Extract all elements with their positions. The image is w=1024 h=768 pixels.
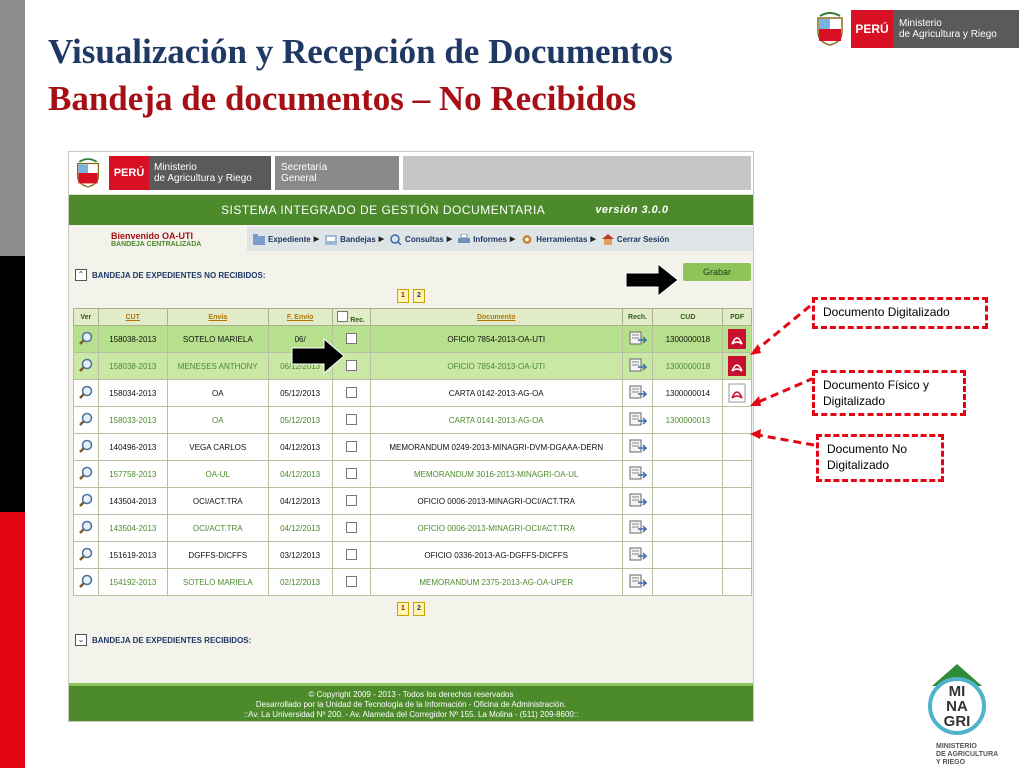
cell-ver[interactable] (74, 569, 99, 596)
cell-rech (622, 515, 653, 542)
cell-envia: MENESES ANTHONY (167, 353, 268, 380)
cell-fecha: 06/ (268, 326, 332, 353)
table-row (74, 326, 752, 353)
cell-rec (332, 569, 370, 596)
left-bar-gray (0, 0, 25, 256)
menu-cerrar-sesion-label: Cerrar Sesión (616, 234, 670, 244)
menu-expediente[interactable] (253, 234, 319, 245)
reject-document-icon[interactable] (629, 493, 647, 507)
cell-cud: 1300000018 (653, 353, 723, 380)
cell-cut: 140496-2013 (98, 434, 167, 461)
app-ministry-line1: Ministerio (154, 162, 197, 173)
receive-checkbox[interactable] (346, 441, 357, 452)
col-rec (332, 309, 370, 326)
cell-documento: MEMORANDUM 0249-2013-MINAGRI-DVM-DGAAA-DERN (370, 434, 622, 461)
reject-document-icon[interactable] (629, 358, 647, 372)
minagri-subtitle (936, 743, 1020, 767)
cell-rec (332, 542, 370, 569)
pagination-bottom (69, 600, 753, 618)
cell-ver[interactable] (74, 461, 99, 488)
ministry-line2: de Agricultura y Riego (899, 29, 997, 40)
footer-line3: ::Av. La Universidad Nº 200. - Av. Alameda del Corregidor Nº 155. La Molina - (511) 209-8600:: (243, 710, 579, 719)
caret-right-icon: ▶ (509, 236, 516, 243)
cell-envia: OA (167, 380, 268, 407)
cell-rech (622, 380, 653, 407)
receive-checkbox[interactable] (346, 549, 357, 560)
cell-cud (653, 569, 723, 596)
cell-fecha: 05/12/2013 (268, 407, 332, 434)
tools-icon (521, 234, 533, 245)
menu-informes[interactable] (458, 234, 515, 245)
cell-documento: OFICIO 0336-2013-AG-DGFFS-DICFFS (370, 542, 622, 569)
slide-title-line2: Bandeja de documentos – No Recibidos (48, 79, 637, 118)
cell-fecha: 04/12/2013 (268, 461, 332, 488)
table-row (74, 434, 752, 461)
cell-documento: MEMORANDUM 2375-2013-AG-OA-UPER (370, 569, 622, 596)
minagri-sub3: Y RIEGO (936, 759, 966, 766)
cell-rech (622, 407, 653, 434)
view-magnifier-icon[interactable] (79, 466, 93, 480)
reject-document-icon[interactable] (629, 520, 647, 534)
cell-rech (622, 434, 653, 461)
menu-bandejas-label: Bandejas (340, 234, 376, 244)
cell-ver[interactable] (74, 515, 99, 542)
page-2-link[interactable]: 2 (413, 602, 425, 616)
reject-document-icon[interactable] (629, 466, 647, 480)
table-row (74, 569, 752, 596)
menu-herramientas[interactable] (521, 234, 596, 245)
cell-cut: 158038-2013 (98, 353, 167, 380)
cell-rech (622, 569, 653, 596)
col-ver: Ver (74, 309, 99, 326)
caret-right-icon: ▶ (378, 236, 385, 243)
cell-cud (653, 434, 723, 461)
cell-rec (332, 434, 370, 461)
app-ministry-label (149, 156, 271, 190)
table-header-row (74, 309, 752, 326)
view-magnifier-icon[interactable] (79, 520, 93, 534)
view-magnifier-icon[interactable] (79, 358, 93, 372)
cell-cud (653, 461, 723, 488)
col-fecha[interactable]: F. Envío (268, 309, 332, 326)
page-1-link[interactable]: 1 (397, 289, 409, 303)
callout-documento-no-digitalizado: Documento No Digitalizado (816, 434, 944, 482)
home-exit-icon (602, 234, 614, 245)
caret-right-icon: ▶ (313, 236, 320, 243)
menu-cerrar-sesion[interactable] (602, 234, 669, 245)
slide-title (48, 28, 673, 122)
reject-document-icon[interactable] (629, 385, 647, 399)
arrow-to-save-icon (624, 261, 680, 299)
section-not-received-label: BANDEJA DE EXPEDIENTES NO RECIBIDOS: (92, 270, 266, 280)
receive-checkbox[interactable] (346, 576, 357, 587)
col-documento[interactable]: Documento (370, 309, 622, 326)
section-received-header (69, 630, 753, 650)
cell-rec (332, 515, 370, 542)
printer-icon (458, 234, 470, 245)
arrow-to-checkbox-icon (290, 336, 346, 376)
cell-cut: 157758-2013 (98, 461, 167, 488)
cell-documento: CARTA 0141-2013-AG-OA (370, 407, 622, 434)
cell-documento: OFICIO 7854-2013-OA-UTI (370, 353, 622, 380)
receive-checkbox[interactable] (346, 360, 357, 371)
system-name: SISTEMA INTEGRADO DE GESTIÓN DOCUMENTARIA (221, 203, 546, 217)
footer-line1: © Copyright 2009 - 2013 - Todos los derechos reservados (308, 690, 514, 699)
app-secretaria-line1: Secretaría (281, 162, 328, 173)
cell-cud (653, 488, 723, 515)
cell-ver[interactable] (74, 542, 99, 569)
cell-ver[interactable] (74, 353, 99, 380)
col-rec-label: Rec. (350, 316, 366, 324)
caret-right-icon: ▶ (590, 236, 596, 243)
cell-pdf (723, 569, 752, 596)
cell-fecha: 04/12/2013 (268, 434, 332, 461)
left-bar-red (0, 512, 25, 768)
cell-pdf (723, 461, 752, 488)
cell-cud (653, 542, 723, 569)
cell-envia: OCI/ACT.TRA (167, 488, 268, 515)
cell-rech (622, 542, 653, 569)
menu-expediente-label: Expediente (268, 234, 311, 244)
menu-bandejas[interactable] (325, 234, 384, 245)
cell-documento: OFICIO 7854-2013-OA-UTI (370, 326, 622, 353)
reject-document-icon[interactable] (629, 412, 647, 426)
cell-rech (622, 488, 653, 515)
receive-checkbox[interactable] (346, 495, 357, 506)
slide-title-line1: Visualización y Recepción de Documentos (48, 32, 673, 71)
cell-documento: MEMORANDUM 3016-2013-MINAGRI-OA-UL (370, 461, 622, 488)
menu-consultas-label: Consultas (405, 234, 444, 244)
app-secretaria-label (275, 156, 399, 190)
view-magnifier-icon[interactable] (79, 385, 93, 399)
view-magnifier-icon[interactable] (79, 412, 93, 426)
app-header (69, 152, 753, 195)
cell-rec (332, 380, 370, 407)
footer-line2: Desarrollado por la Unidad de Tecnología de la Información - Oficina de Administración. (255, 700, 567, 709)
cell-fecha: 06/12/2013 (268, 353, 332, 380)
app-secretaria-line2: General (281, 173, 317, 184)
table-row (74, 461, 752, 488)
system-version: versión 3.0.0 (595, 204, 669, 216)
receive-checkbox[interactable] (346, 468, 357, 479)
table-row (74, 380, 752, 407)
menu-herramientas-label: Herramientas (536, 234, 588, 244)
left-bar-black (0, 256, 25, 512)
menu-informes-label: Informes (473, 234, 507, 244)
receive-checkbox[interactable] (346, 414, 357, 425)
receive-checkbox[interactable] (346, 522, 357, 533)
cell-fecha: 04/12/2013 (268, 515, 332, 542)
cell-cud: 1300000013 (653, 407, 723, 434)
col-pdf: PDF (723, 309, 752, 326)
cell-envia: VEGA CARLOS (167, 434, 268, 461)
cell-cut: 143504-2013 (98, 515, 167, 542)
cell-ver[interactable] (74, 407, 99, 434)
search-icon (390, 234, 402, 245)
main-menu (247, 227, 753, 251)
cell-cut: 158033-2013 (98, 407, 167, 434)
callout-documento-fisico-digitalizado: Documento Físico y Digitalizado (812, 370, 966, 416)
cell-rec (332, 407, 370, 434)
cell-ver[interactable] (74, 380, 99, 407)
cell-cut: 143504-2013 (98, 488, 167, 515)
col-cud: CUD (653, 309, 723, 326)
folder-icon (253, 234, 265, 245)
ministry-line1: Ministerio (899, 18, 942, 29)
cell-rech (622, 461, 653, 488)
ministry-logo (815, 10, 1019, 48)
view-magnifier-icon[interactable] (79, 439, 93, 453)
receive-checkbox[interactable] (346, 387, 357, 398)
header-blank-panel (403, 156, 751, 190)
inbox-icon (325, 234, 337, 245)
view-magnifier-icon[interactable] (79, 493, 93, 507)
cell-cud: 1300000018 (653, 326, 723, 353)
col-cut[interactable]: CUT (98, 309, 167, 326)
system-bar (69, 195, 753, 225)
receive-checkbox[interactable] (346, 333, 357, 344)
cell-cut: 158034-2013 (98, 380, 167, 407)
cell-envia: OA (167, 407, 268, 434)
app-peru-label: PERÚ (109, 156, 149, 190)
cell-rech (622, 326, 653, 353)
coat-of-arms-icon (75, 158, 101, 188)
coat-of-arms-icon (815, 12, 845, 46)
section-received-label: BANDEJA DE EXPEDIENTES RECIBIDOS: (92, 635, 252, 645)
table-row (74, 407, 752, 434)
cell-pdf (723, 542, 752, 569)
cell-pdf (723, 515, 752, 542)
col-envia[interactable]: Envía (167, 309, 268, 326)
cell-rech (622, 353, 653, 380)
cell-fecha: 03/12/2013 (268, 542, 332, 569)
cell-ver[interactable] (74, 326, 99, 353)
cell-documento: OFICIO 0006-2013-MINAGRI-OCI/ACT.TRA (370, 488, 622, 515)
minagri-line1: MI (948, 683, 966, 700)
welcome-block (111, 231, 247, 248)
cell-rec (332, 488, 370, 515)
table-row (74, 515, 752, 542)
reject-document-icon[interactable] (629, 574, 647, 588)
app-window (68, 151, 754, 722)
menu-consultas[interactable] (390, 234, 452, 245)
cell-ver[interactable] (74, 434, 99, 461)
cell-envia: DGFFS-DICFFS (167, 542, 268, 569)
page-1-link[interactable]: 1 (397, 602, 409, 616)
footer (69, 683, 753, 721)
peru-label: PERÚ (851, 10, 893, 48)
expand-icon[interactable]: ⌄ (75, 634, 87, 646)
welcome-text: Bienvenido OA-UTI (111, 230, 194, 241)
cell-fecha: 04/12/2013 (268, 488, 332, 515)
cell-ver[interactable] (74, 488, 99, 515)
table-row (74, 488, 752, 515)
callout-documento-digitalizado: Documento Digitalizado (812, 297, 988, 329)
view-magnifier-icon[interactable] (79, 574, 93, 588)
reject-document-icon[interactable] (629, 331, 647, 345)
view-magnifier-icon[interactable] (79, 331, 93, 345)
minagri-sub2: DE AGRICULTURA (936, 751, 999, 758)
view-magnifier-icon[interactable] (79, 547, 93, 561)
reject-document-icon[interactable] (629, 547, 647, 561)
minagri-line2: NA (946, 698, 968, 715)
select-all-checkbox[interactable] (337, 311, 348, 322)
cell-envia: SOTELO MARIELA (167, 326, 268, 353)
reject-document-icon[interactable] (629, 439, 647, 453)
cell-fecha: 05/12/2013 (268, 380, 332, 407)
cell-documento: CARTA 0142-2013-AG-OA (370, 380, 622, 407)
page-2-link[interactable]: 2 (413, 289, 425, 303)
minagri-sub1: MINISTERIO (936, 743, 977, 750)
col-rech: Rech. (622, 309, 653, 326)
save-button[interactable]: Grabar (683, 263, 751, 281)
cell-documento: OFICIO 0006-2013-MINAGRI-OCI/ACT.TRA (370, 515, 622, 542)
table-row (74, 353, 752, 380)
cell-rec (332, 461, 370, 488)
cell-cut: 158038-2013 (98, 326, 167, 353)
cell-cut: 154192-2013 (98, 569, 167, 596)
table-row (74, 542, 752, 569)
app-ministry-line2: de Agricultura y Riego (154, 173, 252, 184)
documents-table (73, 308, 752, 596)
cell-pdf (723, 488, 752, 515)
tray-label: BANDEJA CENTRALIZADA (111, 240, 202, 248)
cell-cud: 1300000014 (653, 380, 723, 407)
caret-right-icon: ▶ (446, 236, 453, 243)
cell-cut: 151619-2013 (98, 542, 167, 569)
minagri-emblem-icon (924, 662, 990, 736)
collapse-icon[interactable]: ⌃ (75, 269, 87, 281)
minagri-line3: GRI (943, 713, 971, 730)
cell-envia: OCI/ACT.TRA (167, 515, 268, 542)
cell-envia: OA-UL (167, 461, 268, 488)
cell-fecha: 02/12/2013 (268, 569, 332, 596)
minagri-logo (924, 662, 1020, 767)
welcome-row (69, 225, 753, 253)
ministry-label (893, 10, 1019, 48)
cell-envia: SOTELO MARIELA (167, 569, 268, 596)
cell-cud (653, 515, 723, 542)
